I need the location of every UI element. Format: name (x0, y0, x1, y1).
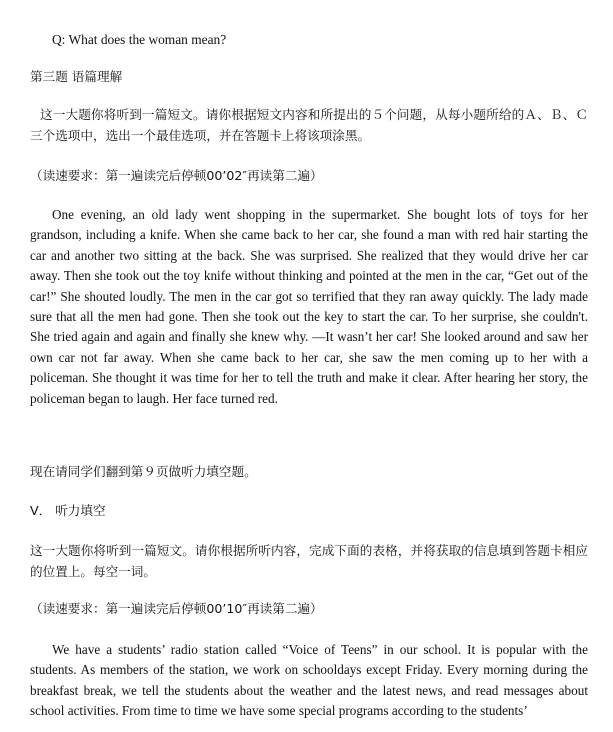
section5-reading-requirement: （读速要求：第一遍读完后停顿00’10″再读第二遍） (30, 601, 323, 616)
section3-passage: One evening, an old lady went shopping in the supermarket. She bought lots of toys for her grandson, including a knife. When she came back to her car, she found a man with red hair starting the car and another two sitting at the back. She was surprised. She realized that they would drive her car away. Then she took out the toy knife without thinking and pointed at the men in the car, “Get out of the car!” She shouted loudly. The men in the car got so terrified that they ran away quickly. The lady made sure that all the men had gone. Then she took out the key to start the car. To her surprise, she couldn't. She tried again and again and finally she knew why. —It wasn’t her car! She looked around and saw her own car not far away. When she came back to her car, she saw the men coming up to her with a policeman. She thought it was time for her to tell the truth and make it clear. After hearing her story, the policeman began to laugh. Her face turned red. (30, 207, 588, 406)
section5-passage: We have a students’ radio station called “Voice of Teens” in our school. It is popular with the students. As members of the station, we work on schooldays except Friday. Every morning during the breakfast break, we tell the students about the weather and the latest news, and read messages about school activities. From time to time we have some special programs according to the students’ (30, 642, 588, 719)
section3-instruction: 这一大题你将听到一篇短文。请你根据短文内容和所提出的５个问题，从每小题所给的Ａ、Ｂ、Ｃ三个选项中，选出一个最佳选项，并在答题卡上将该项涂黑。 (30, 107, 588, 143)
section5-heading: V． 听力填空 (30, 503, 106, 518)
section5-instruction: 这一大题你将听到一篇短文。请你根据所听内容，完成下面的表格，并将获取的信息填到答题卡相应的位置上。每空一词。 (30, 543, 588, 579)
section3-reading-requirement: （读速要求：第一遍读完后停顿00’02″再读第二遍） (30, 168, 323, 183)
section3-heading: 第三题 语篇理解 (30, 69, 123, 84)
turn-page-note: 现在请同学们翻到第９页做听力填空题。 (30, 464, 257, 479)
question-prompt: Q: What does the woman mean? (52, 32, 227, 47)
